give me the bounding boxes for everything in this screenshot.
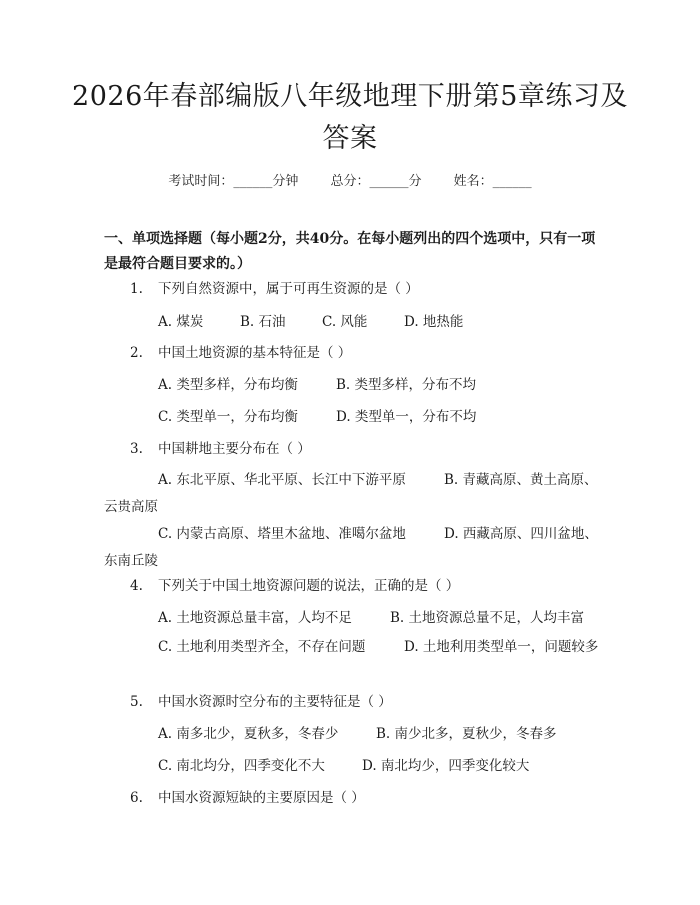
option-d: D. 南北均少，四季变化较大 (362, 758, 530, 774)
exam-info-line (0, 170, 700, 189)
option-b: B. 石油 (240, 314, 286, 330)
question-5-options-row2 (158, 755, 529, 777)
option-c: C. 类型单一，分布均衡 (158, 409, 298, 425)
question-1 (130, 278, 419, 300)
question-5-options-row1 (158, 723, 557, 745)
question-text: 中国耕地主要分布在（ ） (158, 441, 311, 457)
question-number: 3. (130, 441, 143, 457)
question-5 (130, 691, 392, 713)
question-3-options-row2 (104, 521, 604, 575)
option-b: B. 南少北多，夏秋少，冬春多 (376, 726, 557, 742)
question-3 (130, 438, 311, 460)
question-4 (130, 575, 459, 597)
question-6 (130, 787, 365, 809)
question-text: 下列关于中国土地资源问题的说法，正确的是（ ） (158, 578, 460, 594)
option-a: A. 南多北少，夏秋多，冬春少 (158, 726, 339, 742)
section-heading: 一、单项选择题（每小题2分，共40分。在每小题列出的四个选项中，只有一项是最符合题目要求的。） (104, 231, 596, 272)
option-c: C. 风能 (322, 314, 368, 330)
document-title: 2026年春部编版八年级地理下册第5章练习及答案 (72, 81, 628, 154)
option-a: A. 土地资源总量丰富，人均不足 (158, 610, 352, 626)
question-text: 中国水资源时空分布的主要特征是（ ） (158, 694, 392, 710)
question-text: 中国土地资源的基本特征是（ ） (158, 345, 352, 361)
student-name: 姓名：______ (453, 174, 532, 189)
question-2-options-row1 (158, 374, 476, 396)
question-number: 6. (130, 790, 143, 806)
exam-score: 总分：______分 (330, 174, 422, 189)
option-a: A. 东北平原、华北平原、长江中下游平原 (158, 472, 406, 488)
option-a: A. 类型多样，分布均衡 (158, 377, 298, 393)
option-b: B. 类型多样，分布不均 (336, 377, 477, 393)
question-4-options-row1 (158, 607, 584, 629)
option-c: C. 内蒙古高原、塔里木盆地、准噶尔盆地 (158, 526, 406, 542)
question-number: 2. (130, 345, 143, 361)
question-text: 中国水资源短缺的主要原因是（ ） (158, 790, 365, 806)
exam-time: 考试时间：______分钟 (168, 174, 299, 189)
option-c: C. 土地利用类型齐全，不存在问题 (158, 639, 366, 655)
option-d: D. 类型单一，分布不均 (336, 409, 477, 425)
option-b: B. 土地资源总量不足，人均丰富 (390, 610, 585, 626)
question-4-options-row2 (104, 634, 604, 661)
option-a: A. 煤炭 (158, 314, 204, 330)
question-number: 4. (130, 578, 143, 594)
question-1-options (158, 311, 463, 333)
option-d: D. 土地利用类型单一，问题较多 (404, 639, 599, 655)
option-b: B. 青藏高原、黄土高原、云贵高原 (104, 472, 598, 515)
question-2-options-row2 (158, 406, 476, 428)
question-3-options-row1 (104, 467, 604, 521)
question-text: 下列自然资源中，属于可再生资源的是（ ） (158, 281, 419, 297)
question-number: 5. (130, 694, 143, 710)
option-d: D. 西藏高原、四川盆地、东南丘陵 (104, 526, 598, 569)
option-d: D. 地热能 (404, 314, 464, 330)
option-c: C. 南北均分，四季变化不大 (158, 758, 325, 774)
question-2 (130, 342, 351, 364)
question-number: 1. (130, 281, 143, 297)
